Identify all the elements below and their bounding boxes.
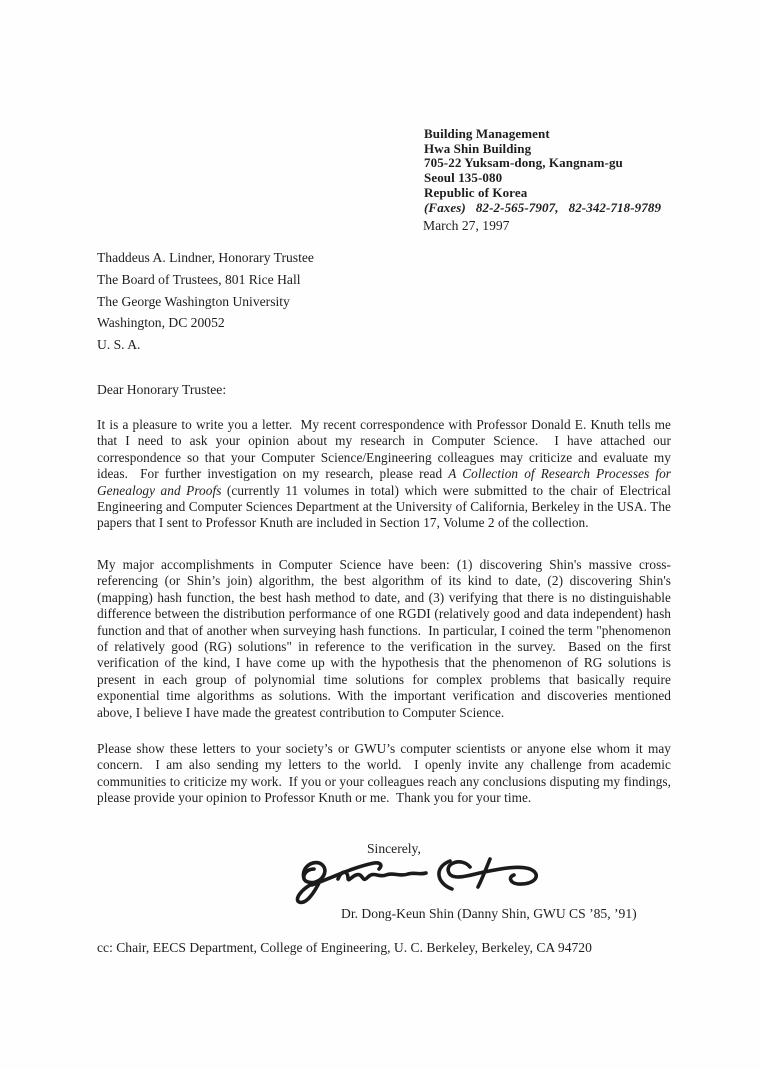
sender-address-block — [424, 127, 661, 215]
salutation: Dear Honorary Trustee: — [97, 382, 227, 397]
signature-image — [294, 851, 552, 911]
sender-line: 705-22 Yuksam-dong, Kangnam-gu — [424, 155, 623, 171]
signed-name: Dr. Dong-Keun Shin (Danny Shin, GWU CS ’85, ’91) — [341, 906, 637, 921]
sender-line: Hwa Shin Building — [424, 140, 532, 156]
paragraph-3: Please show these letters to your society’s or GWU’s computer scientists or anyone else whom it may concern. I am also sending my letters to the world. I openly invite any challenge from academic communities to criticize my work. If you or your colleagues reach any conclusions disputing my findings, please provide your opinion to Professor Knuth or me. Thank you for your time. — [97, 741, 671, 806]
cc-line: cc: Chair, EECS Department, College of Engineering, U. C. Berkeley, Berkeley, CA 94720 — [97, 940, 592, 955]
sender-line: Republic of Korea — [424, 184, 528, 200]
recipient-address-block — [97, 247, 314, 356]
recipient-line: U. S. A. — [97, 337, 141, 353]
recipient-line: Washington, DC 20052 — [97, 315, 225, 331]
recipient-line: The Board of Trustees, 801 Rice Hall — [97, 271, 301, 287]
sender-line: Seoul 135-080 — [424, 170, 503, 186]
paragraph-1 — [97, 417, 671, 532]
recipient-line: The George Washington University — [97, 293, 290, 309]
recipient-line: Thaddeus A. Lindner, Honorary Trustee — [97, 250, 314, 265]
paragraph-2: My major accomplishments in Computer Science have been: (1) discovering Shin's massive cross-referencing (or Shin’s join) algorithm, the best algorithm of its kind to date, (2) discovering Shin's (mapping) hash function, the best hash method to date, and (3) verifying that there is no distinguishable difference between the distribution performance of one RGDI (relatively good and data independent) hash function and that of another when surveying hash functions. In particular, I coined the term "phenomenon of relatively good (RG) solutions" in reference to the verification in the survey. Based on the first verification of the kind, I have come up with the hypothesis that the phenomenon of RG solutions is present in each group of polynomial time solutions for complex problems that basically require exponential time algorithms as solutions. With the important verification and discoveries mentioned above, I believe I have made the greatest contribution to Computer Science. — [97, 557, 671, 720]
book-title: A Collection of Research Processes for Genealogy and Proofs — [97, 466, 672, 498]
letter-date: March 27, 1997 — [423, 218, 510, 233]
paragraph-1-text-cont: (currently 11 volumes in total) which were submitted to the chair of Electrical Engineering and Computer Sciences Department at the University of California, Berkeley in the USA. The papers that I sent to Professor Knuth are included in Section 17, Volume 2 of the collection. — [97, 482, 671, 531]
sender-line: Building Management — [424, 126, 550, 141]
closing-sincerely: Sincerely, — [367, 841, 421, 856]
sender-fax-line: (Faxes) 82-2-565-7907, 82-342-718-9789 — [424, 199, 662, 215]
paragraph-1-text: It is a pleasure to write you a letter. My recent correspondence with Professor Donald E. Knuth tells me that I need to ask your opinion about my research in Computer Science. I have attached our correspondence so that your Computer Science/Engineering colleagues may criticize and evaluate my ideas. For further investigation on my research, please read — [97, 417, 671, 482]
